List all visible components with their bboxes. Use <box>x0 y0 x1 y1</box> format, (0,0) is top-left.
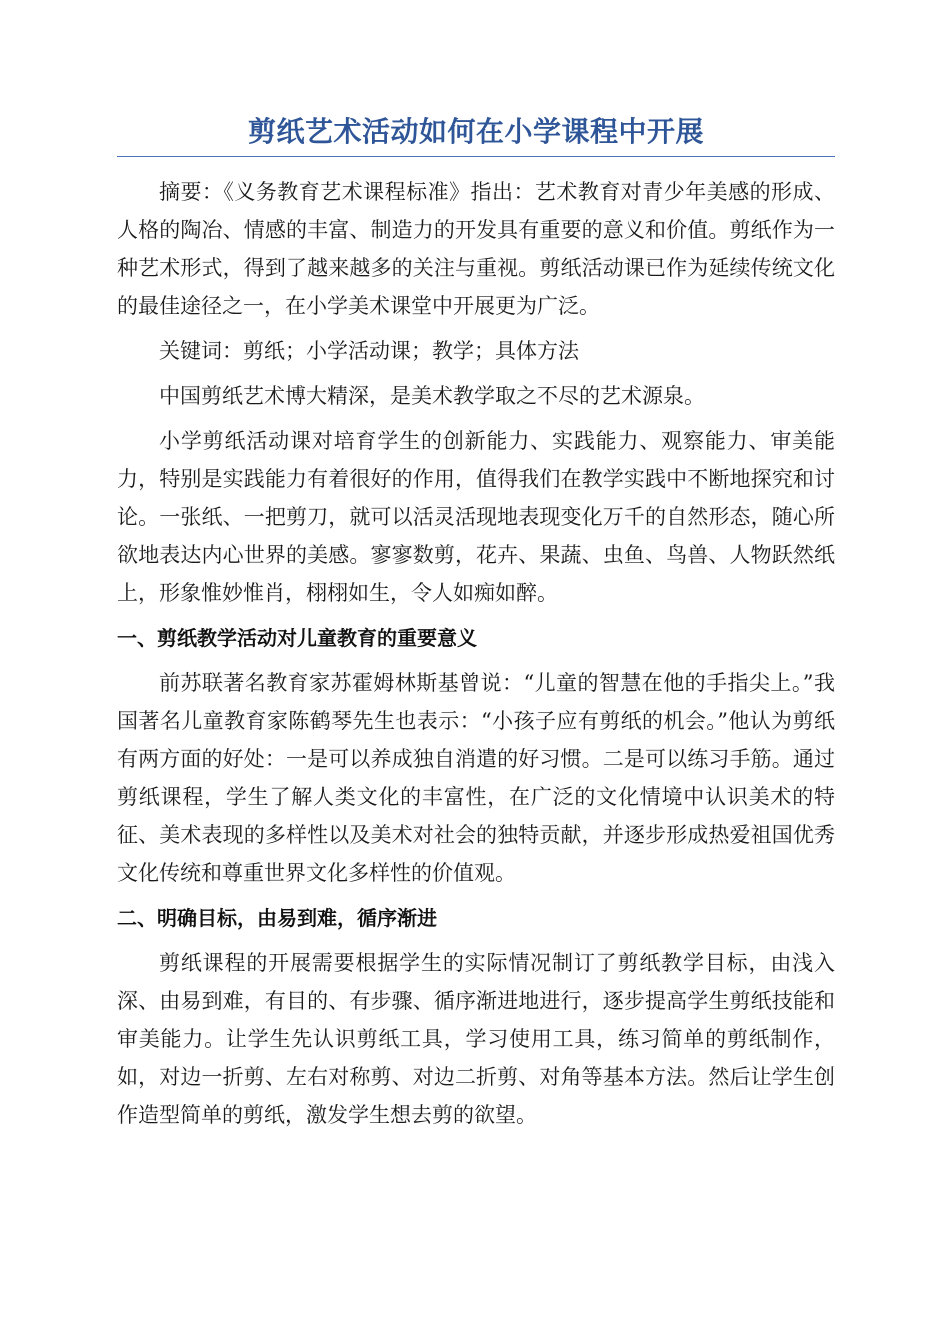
intro-paragraph-2: 小学剪纸活动课对培育学生的创新能力、实践能力、观察能力、审美能力，特别是实践能力有着很好的作用，值得我们在教学实践中不断地探究和讨论。一张纸、一把剪刀，就可以活灵活现地表现变化万千的自然形态，随心所欲地表达内心世界的美感。寥寥数剪，花卉、果蔬、虫鱼、鸟兽、人物跃然纸上，形象惟妙惟肖，栩栩如生，令人如痴如醉。 <box>117 429 835 605</box>
document-content <box>117 110 835 1134</box>
section-1-heading: 一、剪纸教学活动对儿童教育的重要意义 <box>117 626 477 650</box>
section-2-heading: 二、明确目标，由易到难，循序渐进 <box>117 906 437 930</box>
document-title: 剪纸艺术活动如何在小学课程中开展 <box>117 110 835 157</box>
section-2-paragraph: 剪纸课程的开展需要根据学生的实际情况制订了剪纸教学目标，由浅入深、由易到难，有目的、有步骤、循序渐进地进行，逐步提高学生剪纸技能和审美能力。让学生先认识剪纸工具，学习使用工具，练习简单的剪纸制作，如，对边一折剪、左右对称剪、对边二折剪、对角等基本方法。然后让学生创作造型简单的剪纸，激发学生想去剪的欲望。 <box>117 951 835 1127</box>
abstract-paragraph: 摘要：《义务教育艺术课程标准》指出：艺术教育对青少年美感的形成、人格的陶冶、情感的丰富、制造力的开发具有重要的意义和价值。剪纸作为一种艺术形式，得到了越来越多的关注与重视。剪纸活动课已作为延续传统文化的最佳途径之一，在小学美术课堂中开展更为广泛。 <box>117 180 835 318</box>
keywords-paragraph: 关键词：剪纸；小学活动课；教学；具体方法 <box>159 339 579 363</box>
intro-paragraph-1: 中国剪纸艺术博大精深，是美术教学取之不尽的艺术源泉。 <box>159 384 705 408</box>
section-1-paragraph: 前苏联著名教育家苏霍姆林斯基曾说：“儿童的智慧在他的手指尖上。”我国著名儿童教育家陈鹤琴先生也表示：“小孩子应有剪纸的机会。”他认为剪纸有两方面的好处：一是可以养成独自消遣的好习惯。二是可以练习手筋。通过剪纸课程，学生了解人类文化的丰富性，在广泛的文化情境中认识美术的特征、美术表现的多样性以及美术对社会的独特贡献，并逐步形成热爱祖国优秀文化传统和尊重世界文化多样性的价值观。 <box>117 671 835 885</box>
